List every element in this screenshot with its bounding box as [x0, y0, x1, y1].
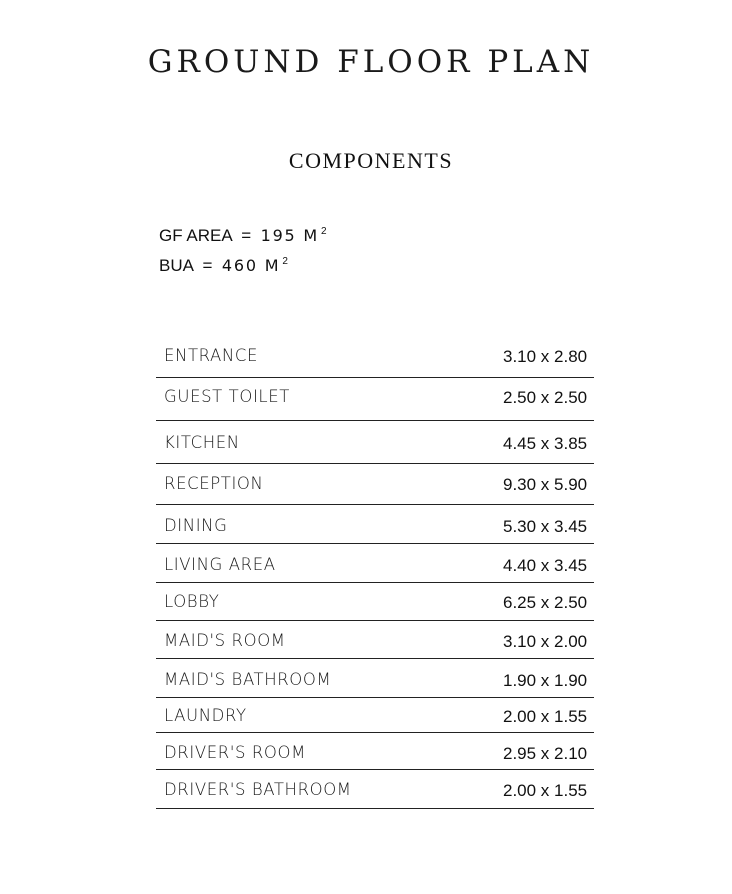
component-name: LIVING AREA — [164, 555, 276, 574]
component-dimensions: 9.30 x 5.90 — [503, 475, 588, 494]
component-dimensions: 3.10 x 2.80 — [503, 347, 588, 366]
table-row — [156, 583, 594, 621]
gf-area-superscript: 2 — [321, 226, 327, 237]
bua-area-equals: = — [197, 256, 218, 275]
bua-area-value: 460 M — [221, 256, 281, 275]
component-dimensions: 2.00 x 1.55 — [503, 707, 588, 726]
table-row — [156, 733, 594, 770]
component-name: DRIVER'S BATHROOM — [164, 780, 352, 799]
table-row — [156, 421, 594, 464]
component-name: RECEPTION — [164, 474, 264, 493]
section-title: COMPONENTS — [288, 148, 454, 173]
table-row — [156, 770, 594, 809]
component-dimensions: 3.10 x 2.00 — [503, 632, 588, 651]
components-table — [156, 340, 594, 809]
gf-area-line — [159, 226, 327, 246]
table-row — [156, 621, 594, 659]
component-name: DRIVER'S ROOM — [164, 743, 306, 762]
component-name: MAID'S BATHROOM — [164, 670, 332, 689]
component-dimensions: 5.30 x 3.45 — [503, 517, 588, 536]
table-row — [156, 659, 594, 698]
bua-area-superscript: 2 — [282, 256, 288, 267]
component-dimensions: 6.25 x 2.50 — [503, 593, 588, 612]
table-row — [156, 464, 594, 505]
gf-area-value: 195 M — [260, 226, 320, 245]
bua-area-line — [159, 256, 288, 276]
page-title: GROUND FLOOR PLAN — [147, 44, 595, 80]
component-name: DINING — [164, 516, 228, 535]
bua-area-label: BUA — [159, 256, 194, 275]
component-name: LOBBY — [164, 592, 220, 611]
component-name: ENTRANCE — [164, 346, 259, 365]
component-dimensions: 2.00 x 1.55 — [503, 781, 588, 800]
component-dimensions: 1.90 x 1.90 — [503, 671, 588, 690]
table-row — [156, 698, 594, 733]
table-row — [156, 505, 594, 544]
gf-area-label: GF AREA — [159, 226, 232, 245]
component-name: KITCHEN — [164, 433, 240, 452]
component-dimensions: 4.40 x 3.45 — [503, 556, 588, 575]
component-name: LAUNDRY — [164, 706, 247, 725]
table-row — [156, 378, 594, 421]
gf-area-equals: = — [236, 226, 256, 245]
component-dimensions: 2.95 x 2.10 — [503, 744, 588, 763]
component-name: MAID'S ROOM — [164, 631, 286, 650]
component-dimensions: 2.50 x 2.50 — [503, 388, 588, 407]
table-row — [156, 340, 594, 378]
component-dimensions: 4.45 x 3.85 — [503, 434, 588, 453]
component-name: GUEST TOILET — [164, 387, 290, 406]
table-row — [156, 544, 594, 583]
